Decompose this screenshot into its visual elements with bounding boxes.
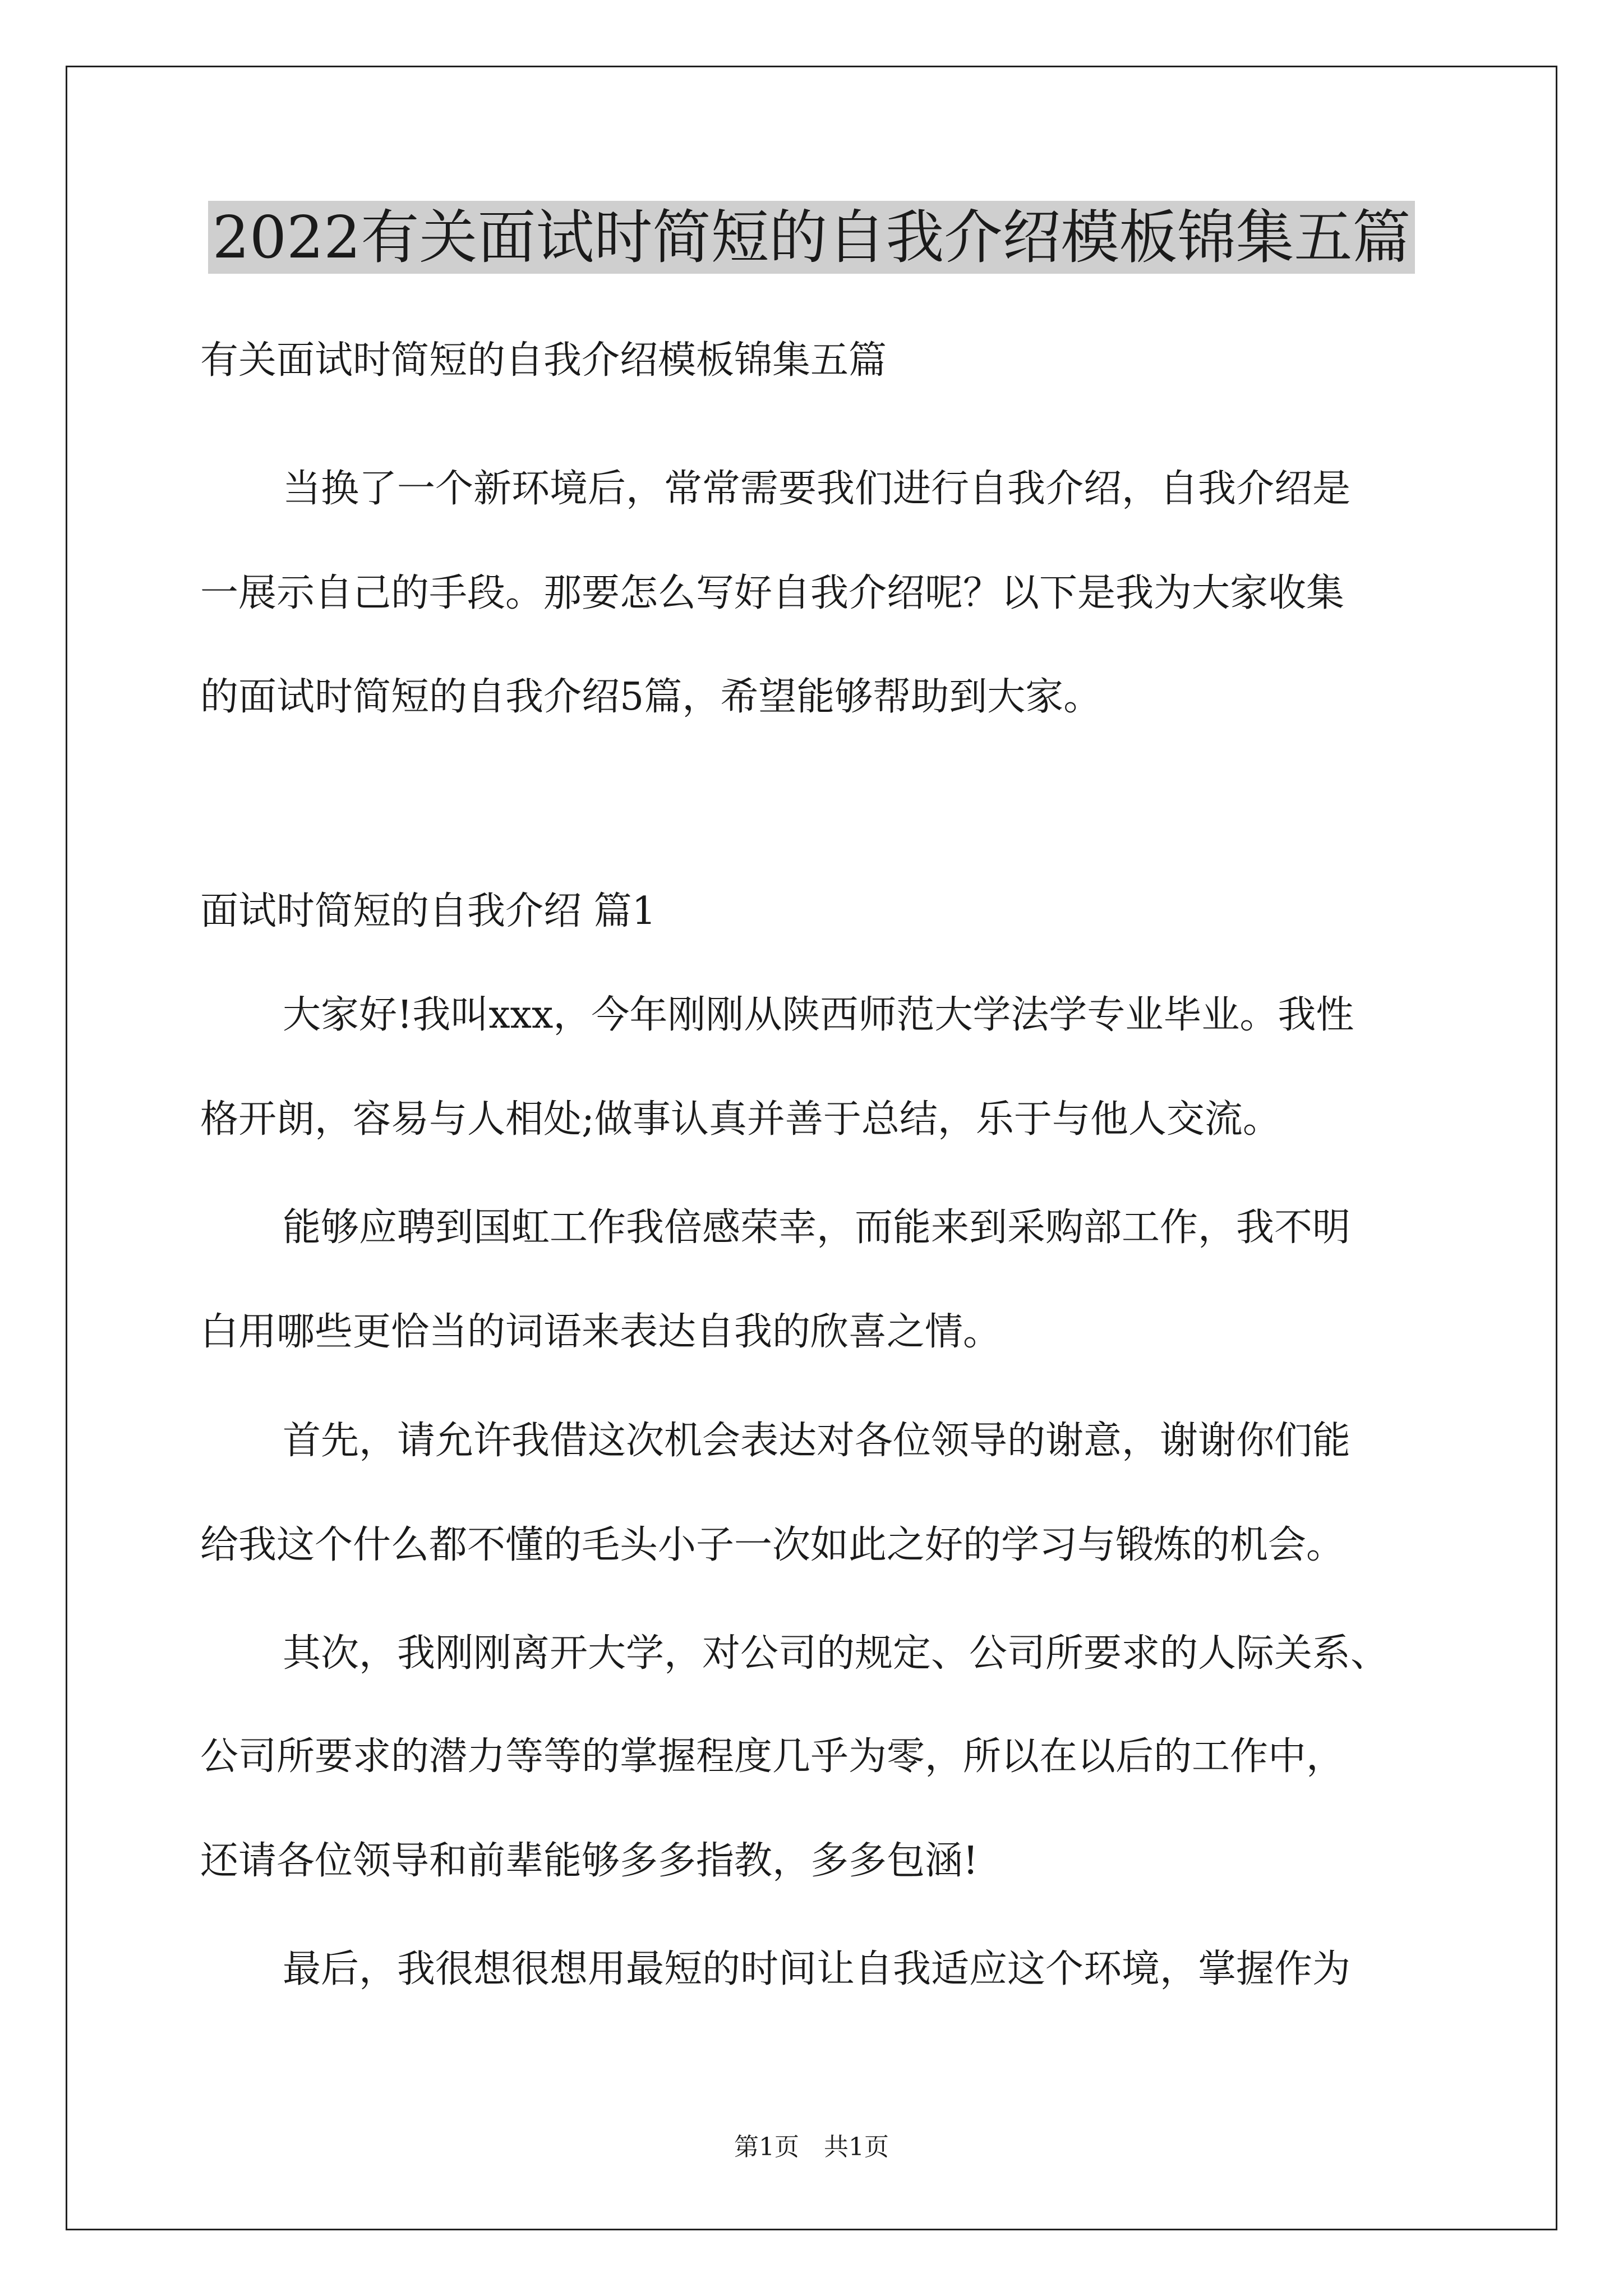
body-line: 公司所要求的潜力等等的掌握程度几乎为零，所以在以后的工作中， — [200, 1734, 1345, 1779]
document-title — [0, 201, 1623, 274]
body-line: 一展示自己的手段。那要怎么写好自我介绍呢？以下是我为大家收集 — [200, 571, 1345, 615]
section-heading: 面试时简短的自我介绍 篇1 — [200, 889, 656, 933]
body-line: 给我这个什么都不懂的毛头小子一次如此之好的学习与锻炼的机会。 — [200, 1523, 1345, 1567]
body-line: 格开朗，容易与人相处;做事认真并善于总结，乐于与他人交流。 — [200, 1097, 1281, 1142]
body-line: 其次，我刚刚离开大学，对公司的规定、公司所要求的人际关系、 — [283, 1631, 1389, 1676]
page-border — [66, 66, 1557, 2230]
body-line: 白用哪些更恰当的词语来表达自我的欣喜之情。 — [200, 1310, 1002, 1354]
body-line: 还请各位领导和前辈能够多多指教，多多包涵! — [200, 1839, 979, 1883]
body-line: 大家好!我叫xxx，今年刚刚从陕西师范大学法学专业毕业。我性 — [283, 993, 1354, 1037]
body-line: 当换了一个新环境后，常常需要我们进行自我介绍，自我介绍是 — [283, 467, 1351, 511]
document-title-text: 2022有关面试时简短的自我介绍模板锦集五篇 — [208, 201, 1415, 274]
body-line: 能够应聘到国虹工作我倍感荣幸，而能来到采购部工作，我不明 — [283, 1205, 1351, 1250]
body-line: 的面试时简短的自我介绍5篇，希望能够帮助到大家。 — [200, 675, 1102, 719]
body-line: 首先，请允许我借这次机会表达对各位领导的谢意，谢谢你们能 — [283, 1419, 1351, 1463]
page-footer — [0, 2131, 1623, 2164]
subtitle: 有关面试时简短的自我介绍模板锦集五篇 — [200, 338, 887, 383]
body-line: 最后，我很想很想用最短的时间让自我适应这个环境，掌握作为 — [283, 1947, 1351, 1991]
page-number: 第1页 — [734, 2133, 799, 2161]
page-total: 共1页 — [824, 2133, 889, 2161]
